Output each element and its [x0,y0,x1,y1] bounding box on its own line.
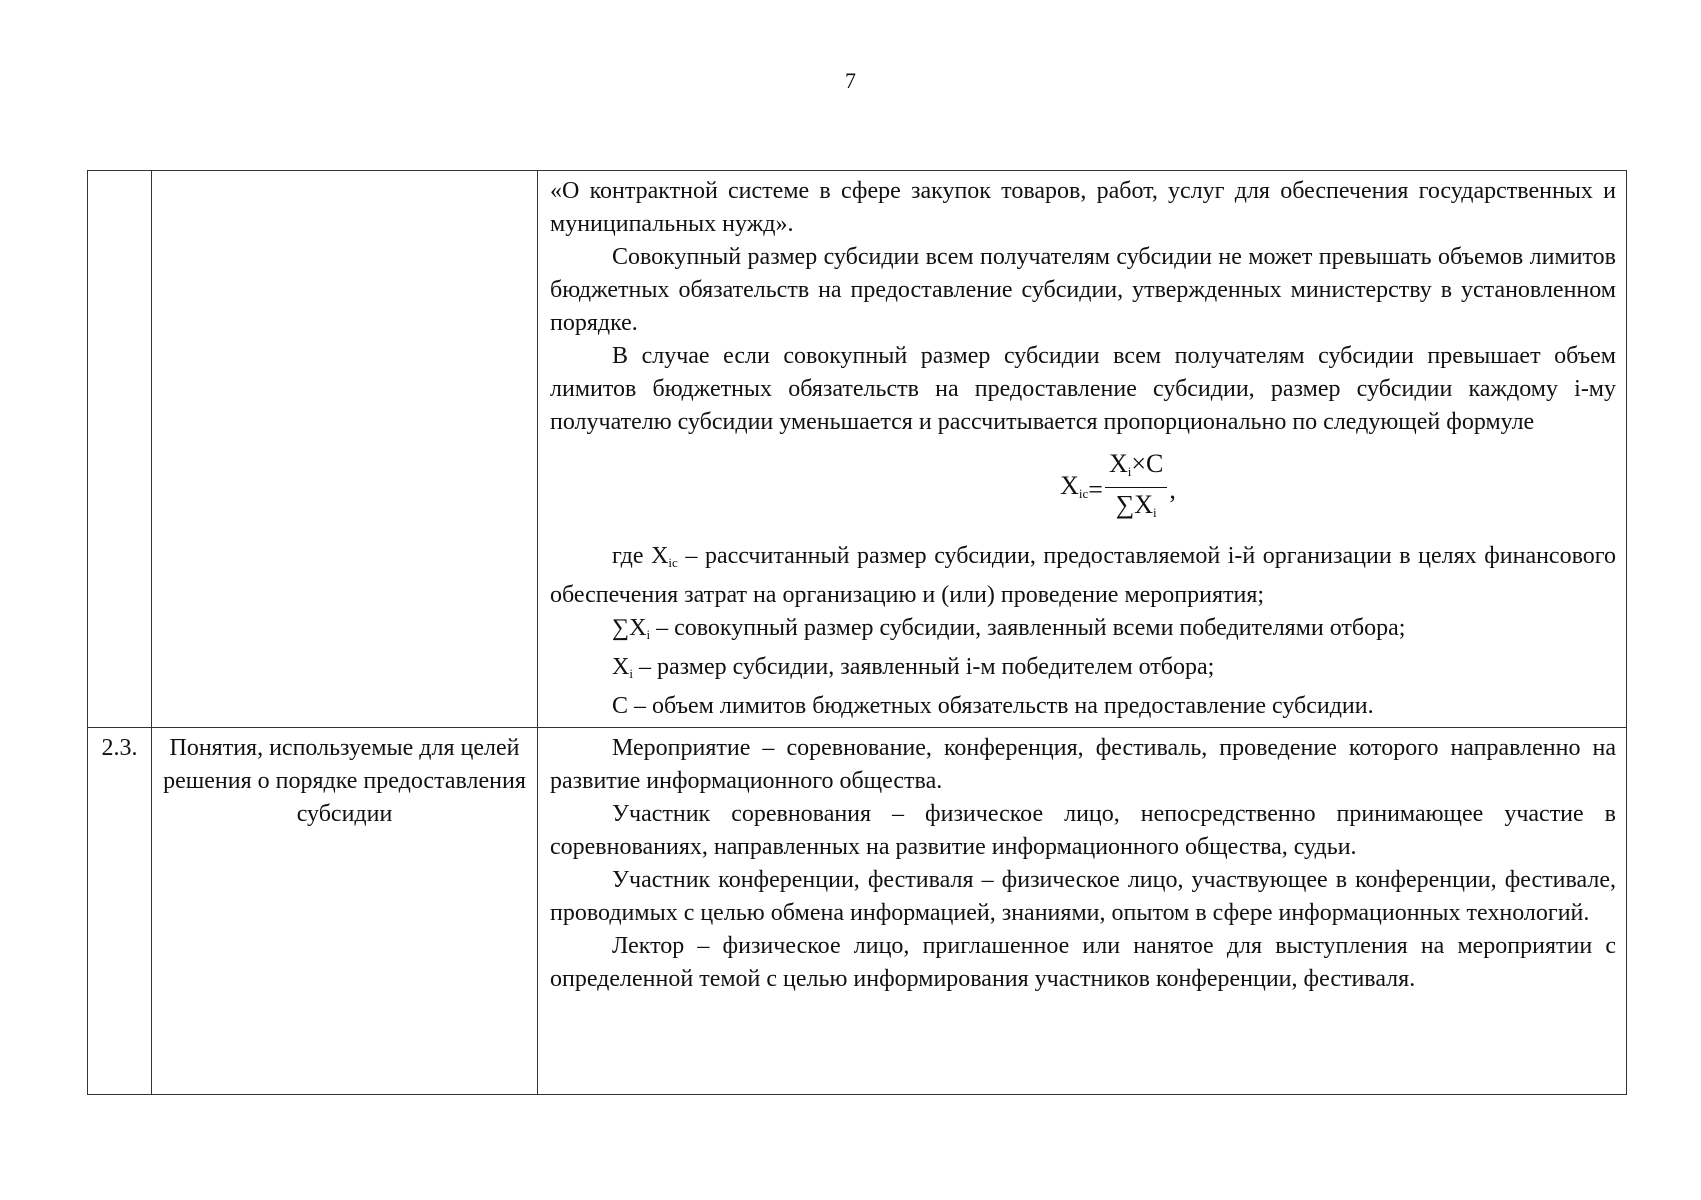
row-title-cell [152,171,538,728]
formula-lhs: $X_{ic}$ [1060,471,1089,501]
paragraph: Совокупный размер субсидии всем получателям субсидии не может превышать объемов лимитов бюджетных обязательств на предоставление субсидии, утвержденных министерству в установленном порядке. [550,244,1616,336]
paragraph: Участник соревнования – физическое лицо, непосредственно принимающее участие в соревнованиях, направленных на развитие информационного общества, судьи. [550,801,1616,860]
row-number-cell [88,728,152,1095]
formula-fraction [1105,449,1167,530]
paragraph: Участник конференции, фестиваля – физическое лицо, участвующее в конференции, фестивале, проводимых с целью обмена информацией, знаниями, опытом в сфере информационных технологий. [550,867,1616,926]
formula-comma: , [1169,475,1176,504]
table-row [88,728,1627,1095]
formula-denominator: $\sum X_i$ [1115,490,1157,520]
row-content-cell [538,171,1627,728]
definition-line: C – объем лимитов бюджетных обязательств на предоставление субсидии. [612,693,1374,719]
formula-equals: = [1088,475,1103,504]
definition-line: $\sum X_i$ – совокупный размер субсидии, заявленный всеми победителями отбора; [612,615,1406,642]
paragraph: В случае если совокупный размер субсидии всем получателям субсидии превышает объем лимитов бюджетных обязательств на предоставление субсидии, размер субсидии каждому i-му получателю субсидии уменьшается и рассчитывается пропорционально по следующей формуле [550,343,1616,435]
formula-numerator: $X_i\times C$ [1105,449,1167,488]
page-number: 7 [845,68,856,93]
row-title-cell [152,728,538,1095]
row-title: Понятия, используемые для целей решения о порядке предоставления субсидии [163,735,526,827]
paragraph: Лектор – физическое лицо, приглашенное или нанятое для выступления на мероприятии с определенной темой с целью информирования участников конференции, фестиваля. [550,933,1616,992]
definition-line: $X_i$ – размер субсидии, заявленный i-м победителем отбора; [612,654,1215,681]
paragraph: «О контрактной системе в сфере закупок товаров, работ, услуг для обеспечения государственных и муниципальных нужд». [550,178,1616,237]
paragraph: Мероприятие – соревнование, конференция, фестиваль, проведение которого направленно на развитие информационного общества. [550,735,1616,794]
table-row [88,171,1627,728]
row-number: 2.3. [101,735,138,761]
formula [550,449,1616,530]
definition-line: где $X_{ic}$ – рассчитанный размер субсидии, предоставляемой i-й организации в целях финансового обеспечения затрат на организацию и (или) проведение мероприятия; [550,543,1617,608]
document-table [87,170,1627,1095]
row-number-cell [88,171,152,728]
row-content-cell [538,728,1627,1095]
